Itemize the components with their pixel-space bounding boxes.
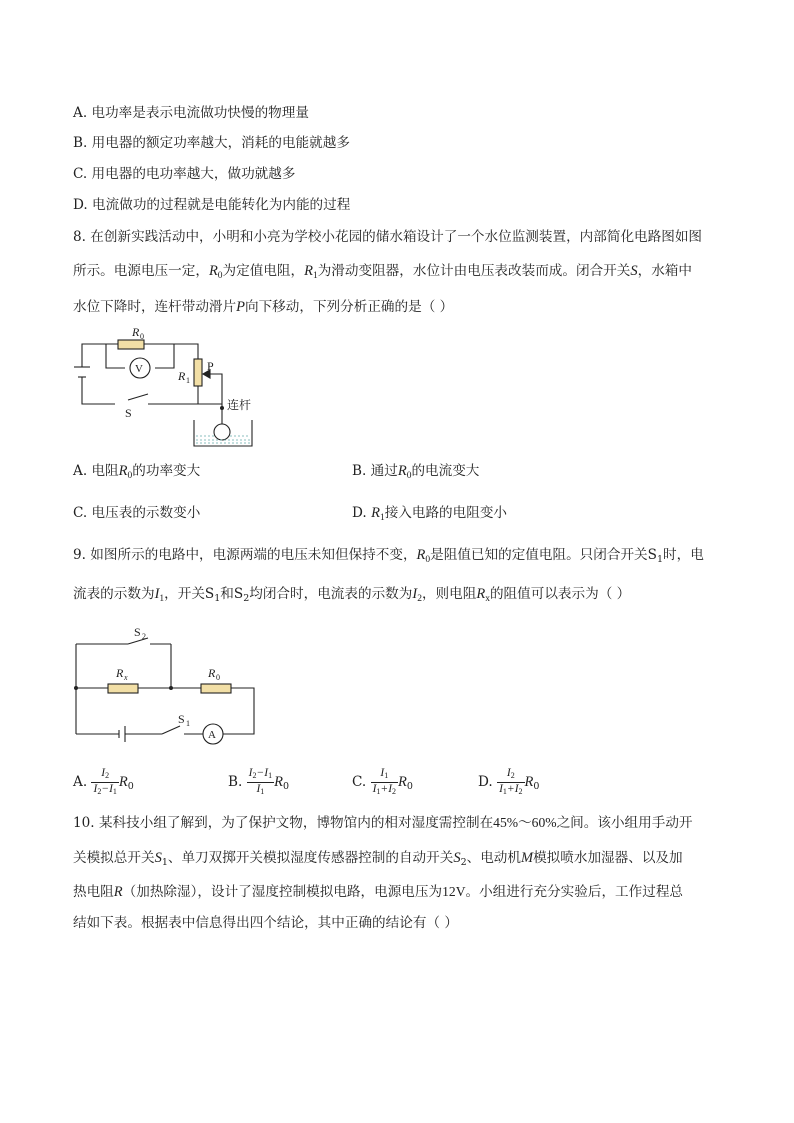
q7-option-c: C. 用电器的电功率越大，做功就越多: [73, 166, 296, 182]
q8-rod-label: 连杆: [227, 398, 252, 412]
q9-s1-subscript: 1: [186, 719, 190, 728]
q10-stem-line3: 热电阻R（加热除湿），设计了湿度控制模拟电路，电源电压为12V。小组进行充分实验后，工作过程总: [73, 884, 684, 900]
q9-rx-subscript: x: [124, 673, 128, 682]
q9-circuit-diagram: [66, 620, 266, 750]
q9-s2-subscript: 2: [142, 632, 146, 641]
q8-stem-line1: 8. 在创新实践活动中，小明和小亮为学校小花园的储水箱设计了一个水位监测装置，内部简化电路图如图: [73, 229, 703, 245]
q8-voltmeter-label: V: [135, 363, 143, 375]
q10-stem-line4: 结如下表。根据表中信息得出四个结论，其中正确的结论有（ ）: [73, 915, 458, 931]
q7-option-a: A. 电功率是表示电流做功快慢的物理量: [73, 105, 309, 121]
q10-stem-line2: 关模拟总开关$S_1$、单刀双掷开关模拟湿度传感器控制的自动开关$S_2$、电动机M模拟喷水加湿器、以及加: [73, 850, 683, 868]
q9-s1-label: S: [178, 712, 185, 726]
q8-circuit-diagram: [70, 322, 270, 452]
q9-r0-subscript: 0: [216, 673, 220, 682]
q8-r0-subscript: 0: [140, 332, 144, 341]
q9-stem-line1: 9. 如图所示的电路中，电源两端的电压未知但保持不变，$R_0$是阻值已知的定值电阻。只闭合开关$S_1$时，电: [73, 547, 704, 565]
q9-stem-line2: 流表的示数为$I_1$，开关$S_1$和$S_2$均闭合时，电流表的示数为$I_2$，则电阻$R_x$的阻值可以表示为（ ）: [73, 586, 631, 604]
q9-r0-label: R: [208, 666, 216, 680]
q9-option-b: B. $\frac{I2-I1}{I1}$ $R_0$: [228, 767, 289, 796]
q9-ammeter-label: A: [208, 729, 216, 741]
q8-option-c: C. 电压表的示数变小: [73, 505, 201, 521]
q7-option-b: B. 用电器的额定功率越大，消耗的电能就越多: [73, 135, 350, 151]
q8-slider-label: P: [207, 359, 214, 373]
q8-r1-subscript: 1: [186, 376, 190, 385]
q9-rx-label: R: [116, 666, 124, 680]
q9-option-c: C. $\frac{I1}{I1+I2}$ $R_0$: [352, 767, 413, 796]
q8-option-b: B. 通过$R_0$的电流变大: [352, 463, 480, 481]
q9-option-d: D. $\frac{I2}{I1+I2}$ $R_0$: [478, 767, 540, 796]
q9-s2-label: S: [134, 625, 141, 639]
q8-stem-line3: 水位下降时，连杆带动滑片P向下移动，下列分析正确的是（ ）: [73, 299, 454, 315]
q9-option-a: A. $\frac{I2}{I2-I1}$ $R_0$: [73, 767, 134, 796]
q8-option-a: A. 电阻$R_0$的功率变大: [73, 463, 201, 481]
q7-option-d: D. 电流做功的过程就是电能转化为内能的过程: [73, 197, 351, 213]
q8-r0-label: R: [132, 325, 140, 339]
q8-option-d: D. $R_1$接入电路的电阻变小: [352, 505, 508, 523]
q10-stem-line1: 10. 某科技小组了解到，为了保护文物，博物馆内的相对湿度需控制在45%～60%之间。该小组用手动开: [73, 815, 693, 831]
q8-switch-label: S: [125, 406, 132, 420]
q8-stem-line2: 所示。电源电压一定，$R_0$为定值电阻，$R_1$为滑动变阻器，水位计由电压表改装而成。闭合开关S，水箱中: [73, 263, 692, 281]
q8-r1-label: R: [178, 369, 186, 383]
